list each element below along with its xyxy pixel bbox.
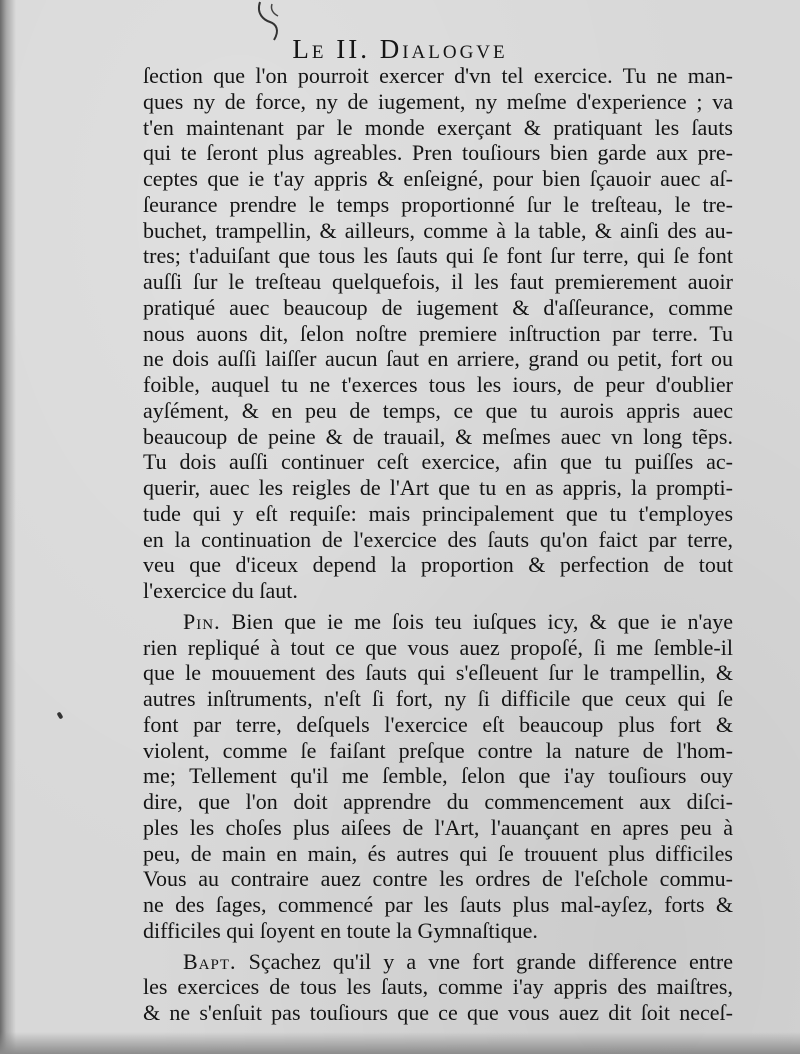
text-line: violent, comme ſe faiſant preſque contre la nature de l'hom- [143, 737, 733, 763]
text-line: Tu dois auſſi continuer ceſt exercice, afin que tu puiſſes ac- [143, 449, 733, 475]
text-line: querir, auec les reigles de l'Art que tu en as appris, la prompti- [143, 475, 733, 500]
text-line: autres inſtruments, n'eſt ſi fort, ny ſi difficile que ceux qui ſe [143, 686, 733, 711]
body-text [143, 63, 733, 1026]
speech-text: Sçachez qu'il y a vne fort grande difference entre [248, 948, 733, 974]
text-line: font par terre, deſquels l'exercice eſt beaucoup plus fort & [143, 711, 733, 737]
text-line: tude qui y eſt requiſe: mais principalement que tu t'employes [143, 500, 733, 526]
text-line: peu, de main en main, és autres qui ſe trouuent plus difficiles [143, 840, 733, 866]
text-line: buchet, trampellin, & ailleurs, comme à la table, & ainſi des au- [143, 217, 733, 243]
text-line: ceptes que ie t'ay appris & enſeigné, pour bien ſçauoir auec aſ- [143, 166, 733, 191]
text-line: l'exercice du ſaut. [143, 578, 298, 603]
running-head: Le II. Dialogve [292, 34, 508, 64]
speaker-name: Bapt. [183, 948, 237, 974]
text-line: t'en maintenant par le monde exerçant & pratiquant les ſauts [143, 114, 733, 140]
text-line: ayſément, & en peu de temps, ce que tu aurois appris auec [143, 397, 733, 423]
text-line: rien repliqué à tout ce que vous auez propoſé, ſi me ſemble-il [143, 634, 733, 660]
text-line: ſeurance prendre le temps proportionné ſur le treſteau, le tre- [143, 191, 733, 217]
text-line: qui te ſeront plus agreables. Pren touſiours bien garde aux pre- [143, 140, 733, 166]
page-gutter-shadow [0, 0, 16, 1054]
text-line: Vous au contraire auez contre les ordres de l'eſchole commu- [143, 866, 733, 892]
text-line: ne dois auſſi laiſſer aucun ſaut en arriere, grand ou petit, fort ou [143, 346, 733, 372]
text-line: ne des ſages, commencé par les ſauts plus mal-ayſez, forts & [143, 892, 733, 917]
text-line: ques ny de force, ny de iugement, ny meſme d'experience ; va [143, 88, 733, 114]
text-line: les exercices de tous les ſauts, comme i'ay appris des maiſtres, [143, 974, 733, 1000]
text-line: auſſi ſur le treſteau quelquefois, il les faut premierement auoir [143, 269, 733, 294]
text-line: & ne s'enſuit pas touſiours que ce que vous auez dit ſoit neceſ- [143, 1000, 733, 1025]
text-line: veu que d'iceux depend la proportion & perfection de tout [143, 552, 733, 578]
text-line [143, 949, 733, 975]
paragraph-1 [143, 63, 733, 604]
speech-text: Bien que ie me ſois teu iuſques icy, & que ie n'aye [231, 608, 733, 634]
text-line: tres; t'aduiſant que tous les ſauts qui ſe font ſur terre, qui ſe font [143, 243, 733, 269]
page-bottom-shadow [0, 1032, 800, 1054]
speaker-name: Pin. [183, 608, 221, 634]
text-line: dire, que l'on doit apprendre du commencement aux diſci- [143, 789, 733, 814]
text-line: nous auons dit, ſelon noſtre premiere inſtruction par terre. Tu [143, 320, 733, 346]
margin-ink-mark [57, 711, 64, 719]
paragraph-3 [143, 949, 733, 1026]
text-line: ſection que l'on pourroit exercer d'vn tel exercice. Tu ne man- [143, 63, 733, 88]
text-line: ples les choſes plus aiſees de l'Art, l'auançant en apres peu à [143, 814, 733, 840]
text-line: pratiqué auec beaucoup de iugement & d'aſſeurance, comme [143, 294, 733, 320]
text-line: difficiles qui ſoyent en toute la Gymnaſtique. [143, 917, 538, 943]
paragraph-2 [143, 609, 733, 944]
text-line [143, 609, 733, 635]
text-line: me; Tellement qu'il me ſemble, ſelon que i'ay touſiours ouy [143, 763, 733, 789]
text-line: en la continuation de l'exercice des ſauts qu'on faict par terre, [143, 526, 733, 552]
text-line: que le mouuement des ſauts qui s'eſleuent ſur le trampellin, & [143, 660, 733, 686]
text-line: beaucoup de peine & de trauail, & meſmes auec vn long tẽps. [143, 423, 733, 449]
text-line: foible, auquel tu ne t'exerces tous les iours, de peur d'oublier [143, 372, 733, 397]
